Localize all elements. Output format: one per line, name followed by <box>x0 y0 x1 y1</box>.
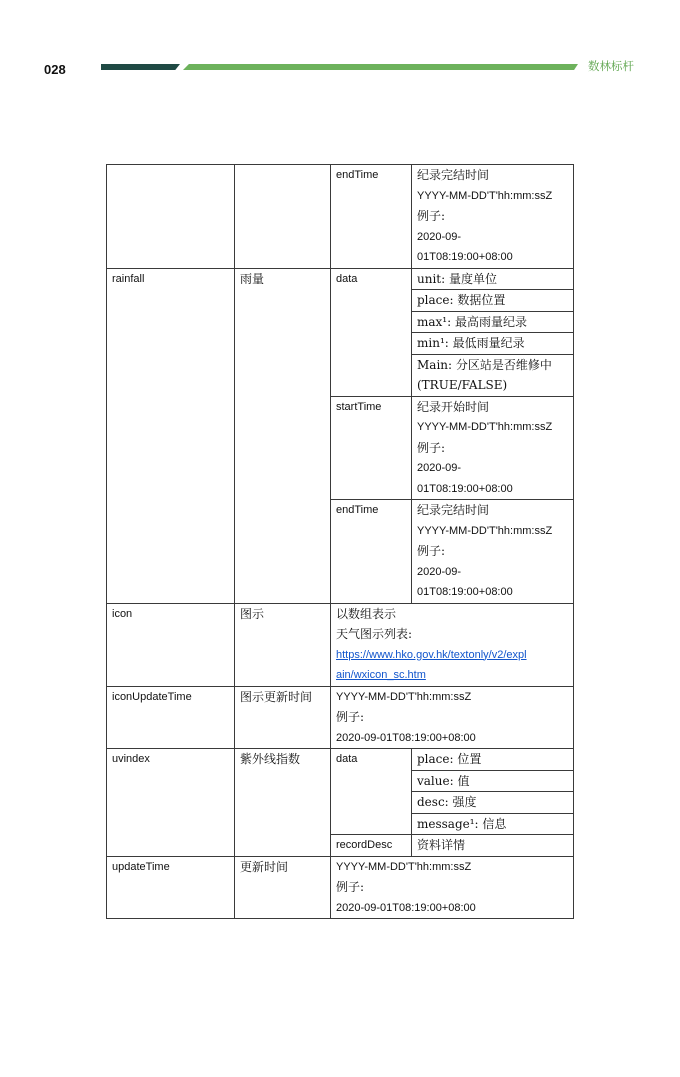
description-cell <box>412 268 574 396</box>
api-field-table <box>106 164 574 919</box>
table-row-rainfall <box>107 268 574 396</box>
list-item: desc: 强度 <box>412 792 573 814</box>
field-name-cell <box>107 165 235 269</box>
list-item: min¹: 最低雨量纪录 <box>412 333 573 355</box>
table-row <box>107 165 574 269</box>
description-cell: 纪录完结时间 YYYY-MM-DD'T'hh:mm:ssZ 例子: 2020-09- 01T08:19:00+08:00 <box>412 500 574 604</box>
list-item: Main: 分区站是否维修中 (TRUE/FALSE) <box>417 357 552 392</box>
field-name-cell: icon <box>107 603 235 686</box>
brand-label: 数林标杆 <box>588 61 634 73</box>
list-item: value: 值 <box>412 770 573 792</box>
subfield-cell: startTime <box>331 396 412 500</box>
description-cell: YYYY-MM-DD'T'hh:mm:ssZ 例子: 2020-09-01T08:19:00+08:00 <box>331 686 574 749</box>
list-item: place: 位置 <box>412 749 573 770</box>
field-label-cell: 图示 <box>235 603 331 686</box>
field-name-cell: rainfall <box>107 268 235 603</box>
header-bar-dark <box>101 64 180 70</box>
table-row-icon <box>107 603 574 686</box>
description-cell <box>412 749 574 835</box>
table-row-iconupdatetime <box>107 686 574 749</box>
list-item: max¹: 最高雨量纪录 <box>412 311 573 333</box>
description-cell: 资料详情 <box>412 835 574 857</box>
subfield-cell: data <box>331 749 412 835</box>
table-row-updatetime <box>107 856 574 919</box>
list-item: place: 数据位置 <box>412 290 573 312</box>
rainfall-data-subtable <box>412 269 573 396</box>
header-bar-green <box>183 64 578 70</box>
field-label-cell: 紫外线指数 <box>235 749 331 857</box>
uvindex-data-subtable <box>412 749 573 834</box>
field-label-cell: 雨量 <box>235 268 331 603</box>
description-cell: 纪录完结时间 YYYY-MM-DD'T'hh:mm:ssZ 例子: 2020-09- 01T08:19:00+08:00 <box>412 165 574 269</box>
list-item: unit: 量度单位 <box>412 269 573 290</box>
field-name-cell: iconUpdateTime <box>107 686 235 749</box>
subfield-cell: endTime <box>331 165 412 269</box>
field-name-cell: uvindex <box>107 749 235 857</box>
field-label-cell: 图示更新时间 <box>235 686 331 749</box>
field-label-cell: 更新时间 <box>235 856 331 919</box>
page-number: 028 <box>44 62 66 77</box>
table-row-uvindex <box>107 749 574 835</box>
field-name-cell: updateTime <box>107 856 235 919</box>
list-item: message¹: 信息 <box>417 816 507 831</box>
description-cell: 纪录开始时间 YYYY-MM-DD'T'hh:mm:ssZ 例子: 2020-09- 01T08:19:00+08:00 <box>412 396 574 500</box>
description-cell: YYYY-MM-DD'T'hh:mm:ssZ 例子: 2020-09-01T08:19:00+08:00 <box>331 856 574 919</box>
weather-icon-list-link[interactable]: https://www.hko.gov.hk/textonly/v2/expl ain/wxicon_sc.htm <box>336 648 527 681</box>
description-cell: 以数组表示 天气图示列表: https://www.hko.gov.hk/textonly/v2/expl ain/wxicon_sc.htm <box>331 603 574 686</box>
subfield-cell: data <box>331 268 412 396</box>
field-label-cell <box>235 165 331 269</box>
subfield-cell: endTime <box>331 500 412 604</box>
subfield-cell: recordDesc <box>331 835 412 857</box>
